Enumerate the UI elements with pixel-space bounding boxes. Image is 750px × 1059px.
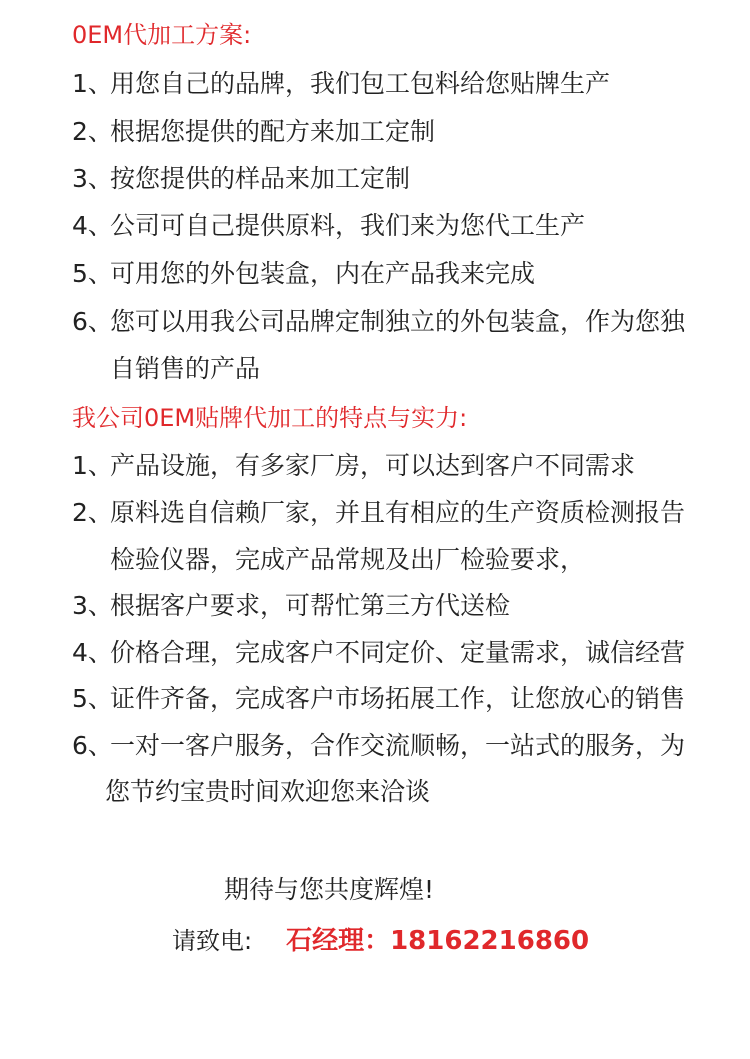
item-number: 4、 <box>72 211 113 240</box>
section1-heading: 0EM代加工方案: <box>72 21 252 49</box>
section2-item-2-continuation: 检验仪器，完成产品常规及出厂检验要求， <box>110 545 586 574</box>
section2-heading: 我公司0EM贴牌代加工的特点与实力: <box>72 404 468 432</box>
item-text: 产品设施，有多家厂房，可以达到客户不同需求 <box>110 451 636 480</box>
item-number: 5、 <box>72 259 113 288</box>
item-number: 6、 <box>72 307 113 336</box>
item-number: 6、 <box>72 731 113 760</box>
section2-item-3 <box>72 582 692 630</box>
item-number: 5、 <box>72 684 113 713</box>
item-text: 证件齐备，完成客户市场拓展工作，让您放心的销售 <box>110 684 686 713</box>
section2-item-1 <box>72 442 692 490</box>
item-text: 根据您提供的配方来加工定制 <box>110 117 436 146</box>
contact-name-phone: 石经理：18162216860 <box>286 926 590 956</box>
section2-item-2 <box>72 489 692 537</box>
item-text: 可用您的外包装盒，内在产品我来完成 <box>110 259 536 288</box>
section1-item-2 <box>72 108 692 156</box>
item-text: 公司可自己提供原料，我们来为您代工生产 <box>110 211 586 240</box>
item-number: 2、 <box>72 117 113 146</box>
item-number: 3、 <box>72 164 113 193</box>
item-text: 价格合理，完成客户不同定价、定量需求，诚信经营 <box>110 638 686 667</box>
section1-item-6-continuation: 自销售的产品 <box>110 354 261 383</box>
section2-item-6-continuation: 您节约宝贵时间欢迎您来洽谈 <box>105 777 431 806</box>
item-text: 用您自己的品牌，我们包工包料给您贴牌生产 <box>110 69 611 98</box>
section2-item-5 <box>72 675 692 723</box>
item-number: 1、 <box>72 451 113 480</box>
item-text: 您可以用我公司品牌定制独立的外包装盒，作为您独 <box>110 307 686 336</box>
section2-item-4 <box>72 629 692 677</box>
section1-item-3 <box>72 155 692 203</box>
item-text: 按您提供的样品来加工定制 <box>110 164 411 193</box>
closing-line: 期待与您共度辉煌! <box>224 875 435 904</box>
item-number: 2、 <box>72 498 113 527</box>
section1-item-6 <box>72 298 692 346</box>
contact-label: 请致电: <box>172 927 253 955</box>
item-number: 3、 <box>72 591 113 620</box>
item-text: 一对一客户服务，合作交流顺畅，一站式的服务，为 <box>110 731 686 760</box>
contact-line <box>172 924 589 958</box>
section1-item-1 <box>72 60 692 108</box>
section1-item-5 <box>72 250 692 298</box>
section2-item-6 <box>72 722 692 770</box>
item-number: 1、 <box>72 69 113 98</box>
item-number: 4、 <box>72 638 113 667</box>
section1-item-4 <box>72 202 692 250</box>
item-text: 根据客户要求，可帮忙第三方代送检 <box>110 591 511 620</box>
item-text: 原料选自信赖厂家，并且有相应的生产资质检测报告 <box>110 498 686 527</box>
